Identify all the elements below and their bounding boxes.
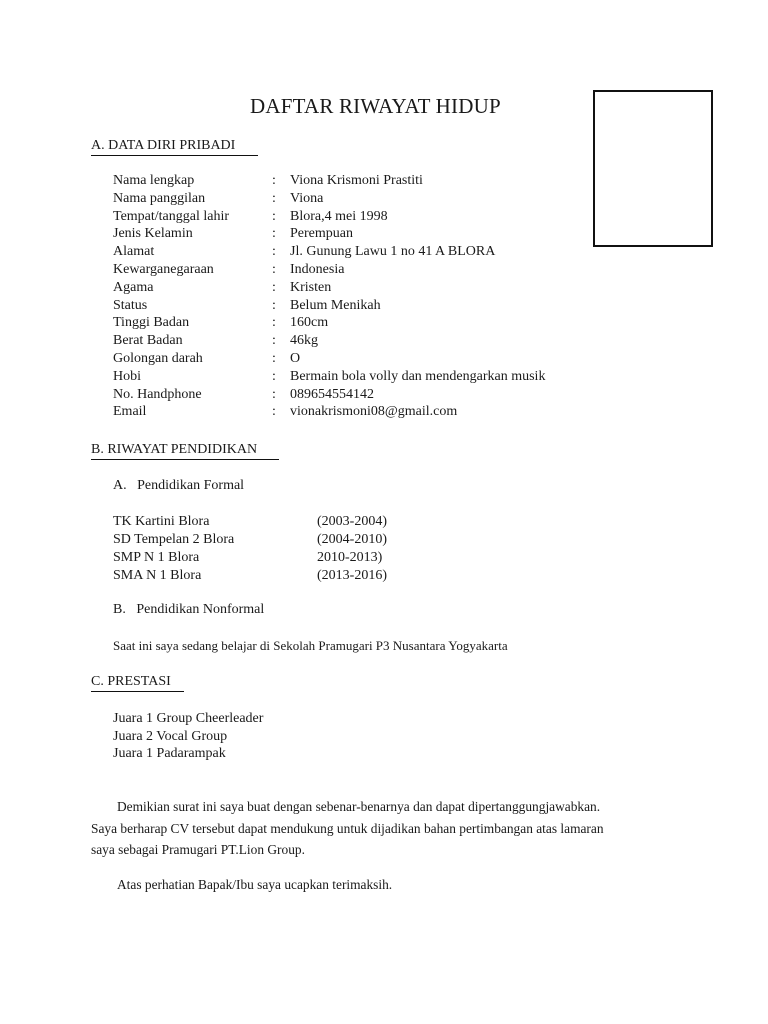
closing-line-1: Demikian surat ini saya buat dengan sebenar-benarnya dan dapat dipertanggungjawabkan.	[117, 799, 601, 814]
info-label: Status	[113, 297, 148, 313]
info-label: No. Handphone	[113, 386, 202, 402]
info-label: Alamat	[113, 244, 155, 260]
info-separator: :	[272, 261, 276, 277]
info-value: Bermain bola volly dan mendengarkan musik	[290, 368, 546, 384]
school-years: (2004-2010)	[317, 532, 387, 547]
info-value: Kristen	[290, 279, 332, 295]
info-label: Berat Badan	[113, 333, 183, 349]
info-separator: :	[272, 244, 276, 260]
closing-line-2: Saya berharap CV tersebut dapat mendukung untuk dijadikan bahan pertimbangan atas lamaran	[91, 820, 604, 836]
school-years: (2013-2016)	[317, 568, 387, 583]
formal-title: Pendidikan Formal	[137, 478, 245, 493]
info-value: O	[290, 350, 301, 366]
info-separator: :	[272, 279, 276, 295]
school-name: SD Tempelan 2 Blora	[113, 532, 235, 547]
nonformal-text: Saat ini saya sedang belajar di Sekolah Pramugari P3 Nusantara Yogyakarta	[113, 638, 508, 653]
info-label: Email	[113, 404, 147, 420]
info-separator: :	[272, 190, 276, 206]
nonformal-education-subheading	[113, 601, 264, 619]
info-label: Kewarganegaraan	[113, 261, 214, 277]
info-label: Hobi	[113, 368, 141, 384]
info-label: Agama	[113, 279, 154, 295]
achievement-item: Juara 2 Vocal Group	[113, 728, 228, 744]
achievement-item: Juara 1 Group Cheerleader	[113, 711, 264, 726]
info-label: Nama panggilan	[113, 190, 206, 206]
formal-education-subheading	[113, 477, 244, 495]
info-value: Perempuan	[290, 226, 353, 242]
info-value: Blora,4 mei 1998	[290, 208, 388, 224]
info-value: Jl. Gunung Lawu 1 no 41 A BLORA	[290, 244, 496, 260]
info-value: Viona Krismoni Prastiti	[290, 173, 423, 188]
section-b-heading: B. RIWAYAT PENDIDIKAN	[91, 442, 258, 457]
closing-paragraph	[91, 796, 691, 861]
photo-placeholder	[593, 90, 713, 247]
section-b-underline	[91, 459, 279, 460]
section-c-heading: C. PRESTASI	[91, 674, 171, 689]
school-years: (2003-2004)	[317, 514, 387, 529]
school-name: TK Kartini Blora	[113, 514, 210, 529]
info-value: Belum Menikah	[290, 297, 381, 313]
info-label: Jenis Kelamin	[113, 226, 193, 242]
info-label: Tinggi Badan	[113, 315, 190, 331]
nonformal-marker: B.	[113, 602, 126, 617]
page-title: DAFTAR RIWAYAT HIDUP	[250, 94, 501, 118]
info-separator: :	[272, 226, 276, 242]
info-separator: :	[272, 350, 276, 366]
info-value: vionakrismoni08@gmail.com	[290, 404, 458, 420]
info-label: Nama lengkap	[113, 173, 195, 188]
info-separator: :	[272, 208, 276, 224]
thanks-line: Atas perhatian Bapak/Ibu saya ucapkan terimaksih.	[117, 877, 393, 892]
info-value: 089654554142	[290, 386, 374, 402]
info-separator: :	[272, 315, 276, 331]
section-a-underline	[91, 155, 258, 156]
section-c-underline	[91, 691, 184, 692]
info-separator: :	[272, 404, 276, 420]
school-years: 2010-2013)	[317, 550, 383, 565]
closing-line-3: saya sebagai Pramugari PT.Lion Group.	[91, 842, 305, 857]
nonformal-title: Pendidikan Nonformal	[136, 602, 265, 617]
info-value: Indonesia	[290, 261, 345, 277]
formal-marker: A.	[113, 478, 127, 493]
info-separator: :	[272, 333, 276, 349]
achievement-item: Juara 1 Padarampak	[113, 746, 226, 761]
info-label: Tempat/tanggal lahir	[113, 208, 230, 224]
info-label: Golongan darah	[113, 350, 203, 366]
info-separator: :	[272, 297, 276, 313]
info-value: 46kg	[290, 333, 318, 349]
info-separator: :	[272, 386, 276, 402]
info-separator: :	[272, 173, 276, 188]
info-value: 160cm	[290, 315, 329, 331]
info-separator: :	[272, 368, 276, 384]
school-name: SMP N 1 Blora	[113, 550, 200, 565]
info-value: Viona	[290, 190, 324, 206]
section-a-heading: A. DATA DIRI PRIBADI	[91, 138, 236, 153]
achievements-list	[113, 710, 263, 763]
school-name: SMA N 1 Blora	[113, 568, 202, 583]
